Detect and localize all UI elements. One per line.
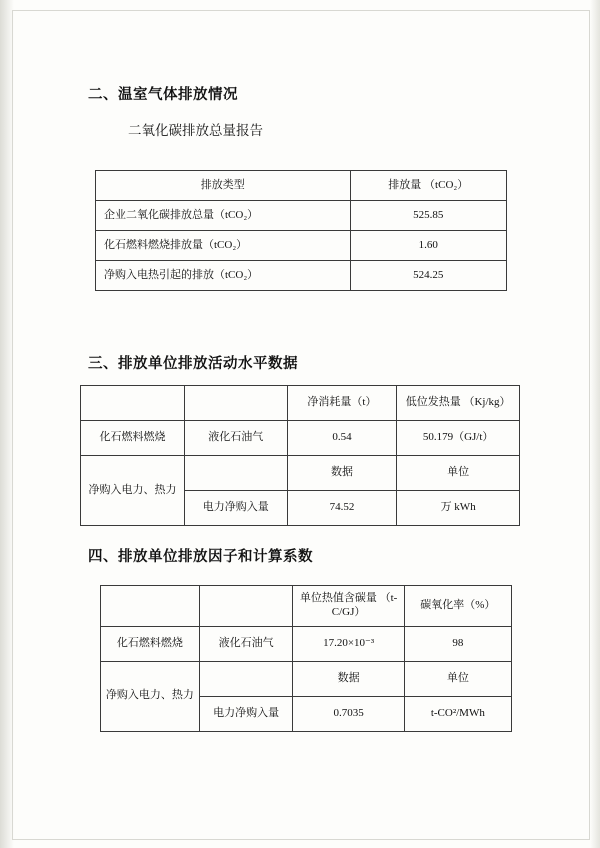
table-row <box>96 261 507 291</box>
table1-row2-value: 524.25 <box>350 261 506 291</box>
table2-row1-subheader-data: 数据 <box>287 456 397 491</box>
table2-row1-subheader-unit: 单位 <box>397 456 520 491</box>
table2-header-consumption: 净消耗量（t） <box>287 386 397 421</box>
table1-row0-value: 525.85 <box>350 201 506 231</box>
table1-row1-value: 1.60 <box>350 231 506 261</box>
emission-factor-table <box>100 585 512 732</box>
table3-row0-category: 化石燃料燃烧 <box>101 626 200 661</box>
table3-row0-value: 17.20×10⁻³ <box>293 626 404 661</box>
table-header-row <box>101 586 512 627</box>
emissions-summary-table <box>95 170 507 291</box>
table2-row0-item: 液化石油气 <box>184 421 287 456</box>
table3-row1-category: 净购入电力、热力 <box>101 661 200 731</box>
table3-row1-blank <box>199 661 293 696</box>
table-row <box>96 201 507 231</box>
table2-row1-unit: 万 kWh <box>397 491 520 526</box>
table2-row1-value: 74.52 <box>287 491 397 526</box>
table-header-row <box>81 386 520 421</box>
table3-header-carbon-content: 单位热值含碳量 （t-C/GJ） <box>293 586 404 627</box>
table2-row1-item: 电力净购入量 <box>184 491 287 526</box>
table-header-row <box>96 171 507 201</box>
table3-row1-subheader-data: 数据 <box>293 661 404 696</box>
table2-row0-unit: 50.179（GJ/t） <box>397 421 520 456</box>
table1-header-type: 排放类型 <box>96 171 351 201</box>
table1-row0-label: 企业二氧化碳排放总量（tCO₂） <box>96 201 351 231</box>
table3-header-oxidation-rate: 碳氧化率（%） <box>404 586 511 627</box>
section-heading-4: 四、排放单位排放因子和计算系数 <box>88 549 313 565</box>
table1-header-amount: 排放量 （tCO₂） <box>350 171 506 201</box>
table1-row1-label: 化石燃料燃烧排放量（tCO₂） <box>96 231 351 261</box>
section-heading-2: 二、温室气体排放情况 <box>88 87 238 103</box>
table3-header-blank2 <box>199 586 293 627</box>
table2-row1-blank <box>184 456 287 491</box>
table3-header-blank1 <box>101 586 200 627</box>
table3-row1-item: 电力净购入量 <box>199 696 293 731</box>
table2-header-calorific: 低位发热量 （Kj/kg） <box>397 386 520 421</box>
section-2-subtitle: 二氧化碳排放总量报告 <box>128 123 263 138</box>
table3-row1-unit: t-CO²/MWh <box>404 696 511 731</box>
table3-row0-unit: 98 <box>404 626 511 661</box>
activity-data-table <box>80 385 520 526</box>
table1-row2-label: 净购入电热引起的排放（tCO₂） <box>96 261 351 291</box>
table-row <box>96 231 507 261</box>
table2-row0-value: 0.54 <box>287 421 397 456</box>
table2-header-blank2 <box>184 386 287 421</box>
table-row <box>101 626 512 661</box>
section-heading-3: 三、排放单位排放活动水平数据 <box>88 356 298 372</box>
table3-row1-value: 0.7035 <box>293 696 404 731</box>
table3-row0-item: 液化石油气 <box>199 626 293 661</box>
table2-header-blank1 <box>81 386 185 421</box>
table3-row1-subheader-unit: 单位 <box>404 661 511 696</box>
table-subheader-row <box>81 456 520 491</box>
table2-row0-category: 化石燃料燃烧 <box>81 421 185 456</box>
table2-row1-category: 净购入电力、热力 <box>81 456 185 526</box>
table-row <box>81 421 520 456</box>
table-subheader-row <box>101 661 512 696</box>
